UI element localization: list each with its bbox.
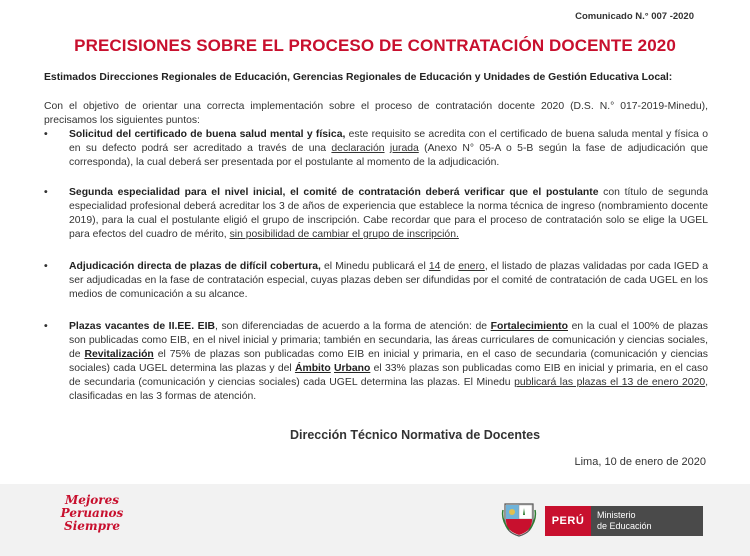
comunicado-number: Comunicado N.° 007 -2020: [575, 11, 694, 22]
document-date: Lima, 10 de enero de 2020: [574, 456, 706, 468]
salutation: Estimados Direcciones Regionales de Educación, Gerencias Regionales de Educación y Unidades de Gestión Educativa Local:: [44, 72, 673, 83]
bullet-text: Segunda especialidad para el nivel inicial, el comité de contratación deberá verificar que el postulante con título de segunda especialidad profesional deberá acreditar los 3 de años de experiencia que establece la norma técnica de ingreso (nombramiento docente 2019), para la cual el postulante eligió el grupo de inscripción. Cabe recordar que para el proceso de contratación solo se elige la UGEL para efectos del cuadro de mérito, sin posibilidad de cambiar el grupo de inscripción.: [69, 187, 708, 240]
bullet-marker: •: [44, 187, 48, 198]
ministerio-logo: Ministerio de Educación: [591, 506, 703, 536]
peru-logo: PERÚ: [545, 506, 591, 536]
page-title: PRECISIONES SOBRE EL PROCESO DE CONTRATACIÓN DOCENTE 2020: [74, 36, 676, 55]
bullet-marker: •: [44, 129, 48, 140]
bullet-marker: •: [44, 261, 48, 272]
bullet-text: Adjudicación directa de plazas de difícil cobertura, el Minedu publicará el 14 de enero, el listado de plazas validadas por cada IGED a ser adjudicadas en la fase de contratación especial, cuyas plazas deben ser difundidas por el comité de contratación de cada UGEL en los medios de comunicación a su alcance.: [69, 261, 709, 300]
mejores-peruanos-logo: Mejores Peruanos Siempre: [60, 493, 124, 533]
bullet-marker: •: [44, 321, 48, 332]
intro-paragraph: Con el objetivo de orientar una correcta implementación sobre el proceso de contratación docente 2020 (D.S. N.° 017-2019-Minedu), precisamos los siguientes puntos:: [44, 101, 708, 126]
footer-bar: [0, 484, 750, 556]
bullet-text: Solicitud del certificado de buena salud mental y física, este requisito se acredita con el certificado de buena saluda mental y física o en su defecto podrá ser acreditado a través de una declaración jurada (Anexo N° 05-A o 5-B según la fase de adjudicación que corresponda), la cual deberá ser presentada por el postulante al momento de la adjudicación.: [69, 129, 708, 168]
coat-of-arms-icon: [501, 500, 537, 538]
signature-office: Dirección Técnico Normativa de Docentes: [289, 428, 541, 442]
bullet-text: Plazas vacantes de II.EE. EIB, son diferenciadas de acuerdo a la forma de atención: de Fortalecimiento en la cual el 100% de plazas son publicadas como EIB, en el nivel inicial y primaria; también en secundaria, las áreas curriculares de comunicación y ciencias sociales, de Revitalización el 75% de plazas son publicadas como EIB en inicial y primaria, en el caso de secundaria (comunicación y ciencias sociales) cada UGEL determina las plazas y del Ámbito Urbano el 33% plazas son publicadas como EIB en inicial y primaria, en el caso de secundaria (comunicación y ciencias sociales) cada UGEL determina las plazas. El Minedu publicará las plazas el 13 de enero 2020, clasificadas en las 3 formas de atención.: [69, 321, 709, 402]
